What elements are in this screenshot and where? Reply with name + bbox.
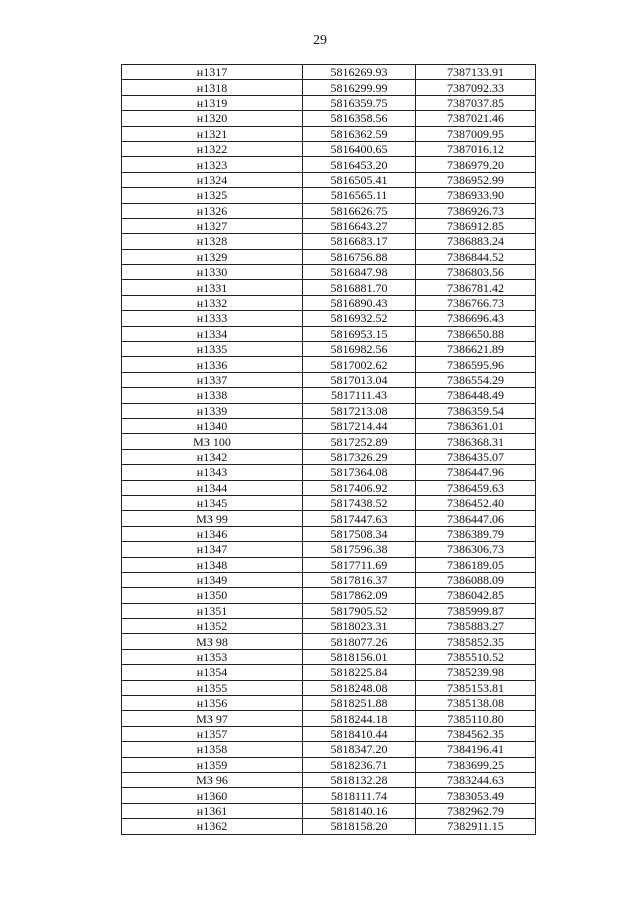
point-id-cell: н1349 bbox=[122, 572, 303, 587]
page-number: 29 bbox=[313, 33, 327, 48]
point-id-cell: н1321 bbox=[122, 126, 303, 141]
y-coordinate-cell: 7387016.12 bbox=[416, 141, 536, 156]
y-coordinate-cell: 7383244.63 bbox=[416, 772, 536, 787]
x-coordinate-cell: 5818023.31 bbox=[303, 619, 416, 634]
table-row bbox=[122, 680, 536, 695]
y-coordinate-cell: 7384562.35 bbox=[416, 726, 536, 741]
point-id-cell: н1362 bbox=[122, 819, 303, 834]
x-coordinate-cell: 5817013.04 bbox=[303, 372, 416, 387]
table-row bbox=[122, 557, 536, 572]
x-coordinate-cell: 5818158.20 bbox=[303, 819, 416, 834]
point-id-cell: н1357 bbox=[122, 726, 303, 741]
y-coordinate-cell: 7386447.96 bbox=[416, 465, 536, 480]
x-coordinate-cell: 5818251.88 bbox=[303, 696, 416, 711]
point-id-cell: н1343 bbox=[122, 465, 303, 480]
x-coordinate-cell: 5817438.52 bbox=[303, 495, 416, 510]
x-coordinate-cell: 5817213.08 bbox=[303, 403, 416, 418]
table-row bbox=[122, 665, 536, 680]
table-row bbox=[122, 772, 536, 787]
table-row bbox=[122, 757, 536, 772]
y-coordinate-cell: 7383053.49 bbox=[416, 788, 536, 803]
x-coordinate-cell: 5818156.01 bbox=[303, 649, 416, 664]
x-coordinate-cell: 5817905.52 bbox=[303, 603, 416, 618]
table-row bbox=[122, 357, 536, 372]
point-id-cell: МЗ 100 bbox=[122, 434, 303, 449]
y-coordinate-cell: 7386042.85 bbox=[416, 588, 536, 603]
y-coordinate-cell: 7386696.43 bbox=[416, 311, 536, 326]
table-row bbox=[122, 803, 536, 818]
table-row bbox=[122, 188, 536, 203]
x-coordinate-cell: 5816358.56 bbox=[303, 111, 416, 126]
table-row bbox=[122, 603, 536, 618]
y-coordinate-cell: 7386621.89 bbox=[416, 342, 536, 357]
x-coordinate-cell: 5816932.52 bbox=[303, 311, 416, 326]
y-coordinate-cell: 7385138.08 bbox=[416, 696, 536, 711]
point-id-cell: н1331 bbox=[122, 280, 303, 295]
table-row bbox=[122, 388, 536, 403]
y-coordinate-cell: 7385883.27 bbox=[416, 619, 536, 634]
point-id-cell: н1329 bbox=[122, 249, 303, 264]
point-id-cell: н1342 bbox=[122, 449, 303, 464]
x-coordinate-cell: 5816683.17 bbox=[303, 234, 416, 249]
x-coordinate-cell: 5817406.92 bbox=[303, 480, 416, 495]
point-id-cell: н1347 bbox=[122, 542, 303, 557]
table-row bbox=[122, 726, 536, 741]
table-row bbox=[122, 403, 536, 418]
y-coordinate-cell: 7387021.46 bbox=[416, 111, 536, 126]
table-row bbox=[122, 126, 536, 141]
x-coordinate-cell: 5818236.71 bbox=[303, 757, 416, 772]
x-coordinate-cell: 5818248.08 bbox=[303, 680, 416, 695]
point-id-cell: н1351 bbox=[122, 603, 303, 618]
y-coordinate-cell: 7386912.85 bbox=[416, 218, 536, 233]
y-coordinate-cell: 7386844.52 bbox=[416, 249, 536, 264]
y-coordinate-cell: 7385852.35 bbox=[416, 634, 536, 649]
point-id-cell: н1346 bbox=[122, 526, 303, 541]
table-row bbox=[122, 280, 536, 295]
point-id-cell: МЗ 98 bbox=[122, 634, 303, 649]
x-coordinate-cell: 5818111.74 bbox=[303, 788, 416, 803]
y-coordinate-cell: 7387037.85 bbox=[416, 95, 536, 110]
y-coordinate-cell: 7386650.88 bbox=[416, 326, 536, 341]
x-coordinate-cell: 5818244.18 bbox=[303, 711, 416, 726]
point-id-cell: н1354 bbox=[122, 665, 303, 680]
x-coordinate-cell: 5816756.88 bbox=[303, 249, 416, 264]
table-row bbox=[122, 418, 536, 433]
table-row bbox=[122, 619, 536, 634]
y-coordinate-cell: 7385239.98 bbox=[416, 665, 536, 680]
point-id-cell: н1333 bbox=[122, 311, 303, 326]
point-id-cell: н1339 bbox=[122, 403, 303, 418]
table-row bbox=[122, 480, 536, 495]
y-coordinate-cell: 7385110.80 bbox=[416, 711, 536, 726]
y-coordinate-cell: 7386979.20 bbox=[416, 157, 536, 172]
point-id-cell: н1358 bbox=[122, 742, 303, 757]
point-id-cell: н1344 bbox=[122, 480, 303, 495]
y-coordinate-cell: 7386368.31 bbox=[416, 434, 536, 449]
y-coordinate-cell: 7386766.73 bbox=[416, 295, 536, 310]
point-id-cell: н1360 bbox=[122, 788, 303, 803]
y-coordinate-cell: 7386359.54 bbox=[416, 403, 536, 418]
x-coordinate-cell: 5816400.65 bbox=[303, 141, 416, 156]
x-coordinate-cell: 5818347.20 bbox=[303, 742, 416, 757]
point-id-cell: н1326 bbox=[122, 203, 303, 218]
point-id-cell: н1318 bbox=[122, 80, 303, 95]
y-coordinate-cell: 7387092.33 bbox=[416, 80, 536, 95]
y-coordinate-cell: 7382911.15 bbox=[416, 819, 536, 834]
point-id-cell: н1325 bbox=[122, 188, 303, 203]
table-row bbox=[122, 234, 536, 249]
y-coordinate-cell: 7386389.79 bbox=[416, 526, 536, 541]
table-row bbox=[122, 157, 536, 172]
x-coordinate-cell: 5817111.43 bbox=[303, 388, 416, 403]
coordinates-table bbox=[121, 64, 536, 835]
table-row bbox=[122, 649, 536, 664]
table-row bbox=[122, 634, 536, 649]
table-row bbox=[122, 326, 536, 341]
y-coordinate-cell: 7386459.63 bbox=[416, 480, 536, 495]
table-row bbox=[122, 111, 536, 126]
table-row bbox=[122, 449, 536, 464]
x-coordinate-cell: 5818140.16 bbox=[303, 803, 416, 818]
y-coordinate-cell: 7386803.56 bbox=[416, 265, 536, 280]
coordinates-table-body bbox=[122, 65, 536, 835]
table-row bbox=[122, 65, 536, 80]
point-id-cell: н1359 bbox=[122, 757, 303, 772]
point-id-cell: МЗ 97 bbox=[122, 711, 303, 726]
x-coordinate-cell: 5816505.41 bbox=[303, 172, 416, 187]
point-id-cell: н1345 bbox=[122, 495, 303, 510]
table-row bbox=[122, 172, 536, 187]
x-coordinate-cell: 5817816.37 bbox=[303, 572, 416, 587]
point-id-cell: н1338 bbox=[122, 388, 303, 403]
point-id-cell: н1320 bbox=[122, 111, 303, 126]
x-coordinate-cell: 5818077.26 bbox=[303, 634, 416, 649]
point-id-cell: н1330 bbox=[122, 265, 303, 280]
table-row bbox=[122, 249, 536, 264]
y-coordinate-cell: 7386952.99 bbox=[416, 172, 536, 187]
x-coordinate-cell: 5816453.20 bbox=[303, 157, 416, 172]
table-row bbox=[122, 203, 536, 218]
y-coordinate-cell: 7387133.91 bbox=[416, 65, 536, 80]
table-row bbox=[122, 311, 536, 326]
y-coordinate-cell: 7385999.87 bbox=[416, 603, 536, 618]
x-coordinate-cell: 5816881.70 bbox=[303, 280, 416, 295]
point-id-cell: н1361 bbox=[122, 803, 303, 818]
point-id-cell: н1353 bbox=[122, 649, 303, 664]
y-coordinate-cell: 7384196.41 bbox=[416, 742, 536, 757]
x-coordinate-cell: 5817364.08 bbox=[303, 465, 416, 480]
point-id-cell: н1317 bbox=[122, 65, 303, 80]
x-coordinate-cell: 5816953.15 bbox=[303, 326, 416, 341]
x-coordinate-cell: 5816565.11 bbox=[303, 188, 416, 203]
x-coordinate-cell: 5817596.38 bbox=[303, 542, 416, 557]
x-coordinate-cell: 5816643.27 bbox=[303, 218, 416, 233]
y-coordinate-cell: 7387009.95 bbox=[416, 126, 536, 141]
table-row bbox=[122, 542, 536, 557]
table-row bbox=[122, 218, 536, 233]
point-id-cell: н1348 bbox=[122, 557, 303, 572]
x-coordinate-cell: 5816359.75 bbox=[303, 95, 416, 110]
y-coordinate-cell: 7386926.73 bbox=[416, 203, 536, 218]
x-coordinate-cell: 5817252.89 bbox=[303, 434, 416, 449]
y-coordinate-cell: 7385510.52 bbox=[416, 649, 536, 664]
x-coordinate-cell: 5817002.62 bbox=[303, 357, 416, 372]
point-id-cell: н1356 bbox=[122, 696, 303, 711]
x-coordinate-cell: 5816982.56 bbox=[303, 342, 416, 357]
table-row bbox=[122, 141, 536, 156]
x-coordinate-cell: 5817447.63 bbox=[303, 511, 416, 526]
y-coordinate-cell: 7386781.42 bbox=[416, 280, 536, 295]
table-row bbox=[122, 588, 536, 603]
table-row bbox=[122, 372, 536, 387]
y-coordinate-cell: 7386554.29 bbox=[416, 372, 536, 387]
table-row bbox=[122, 465, 536, 480]
x-coordinate-cell: 5817711.69 bbox=[303, 557, 416, 572]
table-row bbox=[122, 742, 536, 757]
table-row bbox=[122, 95, 536, 110]
point-id-cell: н1334 bbox=[122, 326, 303, 341]
table-row bbox=[122, 572, 536, 587]
y-coordinate-cell: 7382962.79 bbox=[416, 803, 536, 818]
x-coordinate-cell: 5816626.75 bbox=[303, 203, 416, 218]
table-row bbox=[122, 696, 536, 711]
table-row bbox=[122, 788, 536, 803]
point-id-cell: н1319 bbox=[122, 95, 303, 110]
y-coordinate-cell: 7386448.49 bbox=[416, 388, 536, 403]
y-coordinate-cell: 7386361.01 bbox=[416, 418, 536, 433]
point-id-cell: н1324 bbox=[122, 172, 303, 187]
x-coordinate-cell: 5816890.43 bbox=[303, 295, 416, 310]
y-coordinate-cell: 7386447.06 bbox=[416, 511, 536, 526]
point-id-cell: МЗ 99 bbox=[122, 511, 303, 526]
point-id-cell: н1336 bbox=[122, 357, 303, 372]
point-id-cell: н1355 bbox=[122, 680, 303, 695]
point-id-cell: МЗ 96 bbox=[122, 772, 303, 787]
y-coordinate-cell: 7386452.40 bbox=[416, 495, 536, 510]
x-coordinate-cell: 5818225.84 bbox=[303, 665, 416, 680]
y-coordinate-cell: 7386883.24 bbox=[416, 234, 536, 249]
y-coordinate-cell: 7386435.07 bbox=[416, 449, 536, 464]
table-row bbox=[122, 495, 536, 510]
y-coordinate-cell: 7386306.73 bbox=[416, 542, 536, 557]
table-row bbox=[122, 434, 536, 449]
y-coordinate-cell: 7383699.25 bbox=[416, 757, 536, 772]
table-row bbox=[122, 526, 536, 541]
x-coordinate-cell: 5816269.93 bbox=[303, 65, 416, 80]
point-id-cell: н1340 bbox=[122, 418, 303, 433]
point-id-cell: н1322 bbox=[122, 141, 303, 156]
x-coordinate-cell: 5817508.34 bbox=[303, 526, 416, 541]
y-coordinate-cell: 7386933.90 bbox=[416, 188, 536, 203]
point-id-cell: н1327 bbox=[122, 218, 303, 233]
x-coordinate-cell: 5816847.98 bbox=[303, 265, 416, 280]
x-coordinate-cell: 5817326.29 bbox=[303, 449, 416, 464]
table-row bbox=[122, 711, 536, 726]
point-id-cell: н1332 bbox=[122, 295, 303, 310]
table-row bbox=[122, 80, 536, 95]
y-coordinate-cell: 7386088.09 bbox=[416, 572, 536, 587]
y-coordinate-cell: 7386189.05 bbox=[416, 557, 536, 572]
y-coordinate-cell: 7386595.96 bbox=[416, 357, 536, 372]
table-row bbox=[122, 511, 536, 526]
y-coordinate-cell: 7385153.81 bbox=[416, 680, 536, 695]
point-id-cell: н1328 bbox=[122, 234, 303, 249]
table-row bbox=[122, 819, 536, 834]
table-row bbox=[122, 265, 536, 280]
table-row bbox=[122, 295, 536, 310]
x-coordinate-cell: 5818132.28 bbox=[303, 772, 416, 787]
point-id-cell: н1323 bbox=[122, 157, 303, 172]
table-row bbox=[122, 342, 536, 357]
x-coordinate-cell: 5817862.09 bbox=[303, 588, 416, 603]
x-coordinate-cell: 5818410.44 bbox=[303, 726, 416, 741]
point-id-cell: н1335 bbox=[122, 342, 303, 357]
point-id-cell: н1337 bbox=[122, 372, 303, 387]
x-coordinate-cell: 5817214.44 bbox=[303, 418, 416, 433]
point-id-cell: н1350 bbox=[122, 588, 303, 603]
point-id-cell: н1352 bbox=[122, 619, 303, 634]
x-coordinate-cell: 5816362.59 bbox=[303, 126, 416, 141]
x-coordinate-cell: 5816299.99 bbox=[303, 80, 416, 95]
